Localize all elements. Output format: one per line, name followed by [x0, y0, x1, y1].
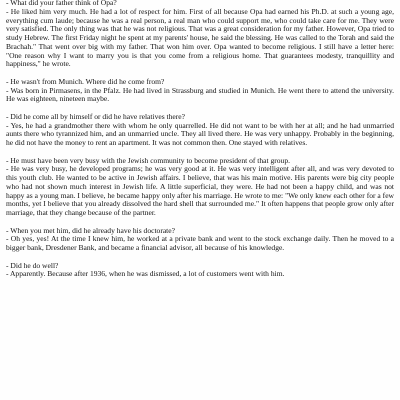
question-paragraph: - He wasn't from Munich. Where did he come from?	[6, 76, 165, 86]
question-paragraph: - What did your father think of Opa?	[6, 0, 117, 7]
interview-transcript	[6, 0, 394, 279]
answer-paragraph: - Oh yes, yes! At the time I knew him, he worked at a private bank and went to the stock exchange daily. Then he moved to a bigger bank, Dresdener Bank, and became a financial advisor, all because of his knowledge.	[6, 234, 394, 252]
question-paragraph: - When you met him, did he already have his doctorate?	[6, 225, 175, 235]
question-paragraph: - Did he come all by himself or did he have relatives there?	[6, 111, 185, 121]
answer-paragraph: - He was very busy, he developed programs; he was very good at it. He was very intelligent after all, and was very devoted to this youth club. He wanted to be active in Jewish affairs. I believe, that was his main motive. His parents were big city people who had not shown much interest in Jewish life. A little superficial, they were. He had not been a happy child, and was not happy as a young man. I believe, he became happy only after his marriage. He wrote to me: "We only knew each other for a few months, yet I believe that you already dissolved the hard shell that surrounded me." It often happens that people grow only after marriage, that they change because of the partner.	[6, 164, 394, 217]
answer-paragraph: - He liked him very much. He had a lot of respect for him. First of all because Opa had earned his Ph.D. at such a young age, everything cum laude; because he was a real person, a real man who could support me, who could take care for me. They were very satisfied. The only thing was that he was not religious. That was a great consideration for my father. However, Opa tried to study Hebrew. The first Friday night he spent at my parents' house, he said the blessing. He was called to the Torah and said the Brachah." That went over big with my father. That won him over. Opa wanted to become religious. I still have a letter here: "One reason why I want to marry you is that you come from a religious home. That guarantees modesty, tranquillity and happiness," he wrote.	[6, 6, 394, 69]
answer-paragraph: - Was born in Pirmasens, in the Pfalz. He had lived in Strassburg and studied in Munich. He went there to attend the university. He was eighteen, nineteen maybe.	[6, 85, 394, 104]
answer-paragraph: - Yes, he had a grandmother there with whom he only quarrelled. He did not want to be with her at all; and he had unmarried aunts there who tyrannized him, and an unmarried uncle. They all lived there. He was very unhappy. Probably in the beginning, he did not have the money to rent an apartment. It was not common then. One stayed with relatives.	[6, 120, 394, 147]
answer-paragraph: - Apparently. Because after 1936, when he was dismissed, a lot of customers went with him.	[6, 269, 285, 279]
question-paragraph: - He must have been very busy with the Jewish community to become president of that group.	[6, 155, 290, 165]
question-paragraph: - Did he do well?	[6, 260, 59, 270]
